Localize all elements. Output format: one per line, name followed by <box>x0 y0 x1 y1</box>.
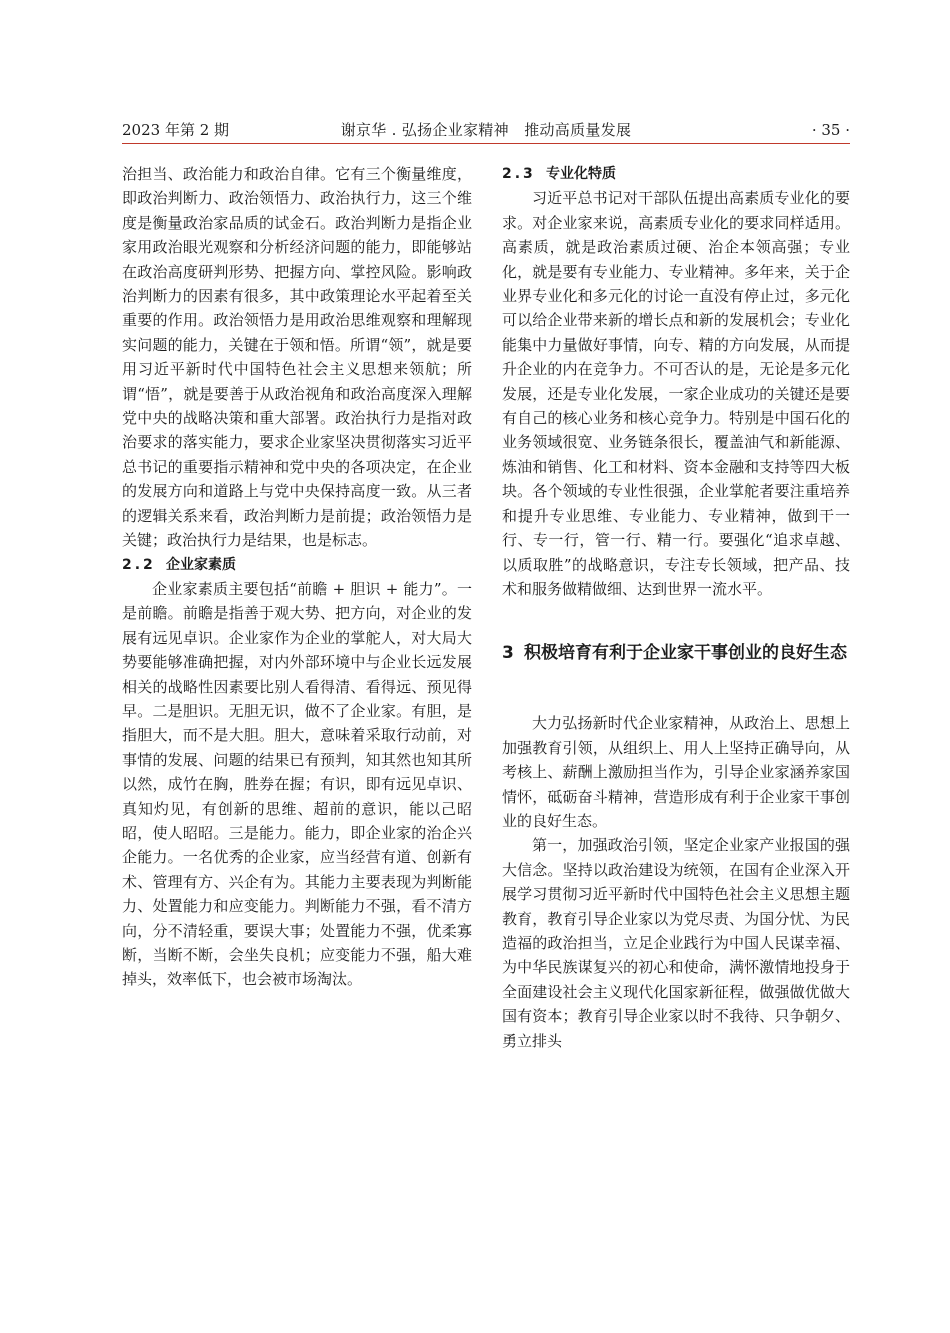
section-number: 2.2 <box>122 556 156 573</box>
section-heading-2-3 <box>502 162 850 186</box>
paragraph: 习近平总书记对干部队伍提出高素质专业化的要求。对企业家来说，高素质专业化的要求同样适用。高素质，就是政治素质过硬、治企本领高强；专业化，就是要有专业能力、专业精神。多年来，关于企业界专业化和多元化的讨论一直没有停止过，多元化可以给企业带来新的增长点和新的发展机会；专业化能集中力量做好事情，向专、精的方向发展，从而提升企业的内在竞争力。不可否认的是，无论是多元化发展，还是专业化发展，一家企业成功的关键还是要有自己的核心业务和核心竞争力。特别是中国石化的业务领域很宽、业务链条很长，覆盖油气和新能源、炼油和销售、化工和材料、资本金融和支持等四大板块。各个领域的专业性很强，企业掌舵者要注重培养和提升专业思维、专业能力、专业精神，做到干一行、专一行，管一行、精一行。要强化“追求卓越、以质取胜”的战略意识，专注专长领域，把产品、技术和服务做精做细、达到世界一流水平。 <box>502 189 850 598</box>
journal-issue: 2023 年第 2 期 <box>122 121 230 139</box>
header-rule <box>122 143 850 144</box>
running-title: 谢京华 . 弘扬企业家精神 推动高质量发展 <box>340 121 632 139</box>
section-title: 专业化特质 <box>546 166 616 182</box>
running-header <box>122 120 850 144</box>
section-title: 积极培育有利于企业家干事创业的良好生态 <box>524 643 847 664</box>
section-number: 3 <box>502 643 514 664</box>
section-heading-3 <box>502 639 850 667</box>
section-heading-2-2 <box>122 553 472 577</box>
paragraph: 企业家素质主要包括“前瞻 + 胆识 + 能力”。一是前瞻。前瞻是指善于观大势、把方向，对企业的发展有远见卓识。企业家作为企业的掌舵人，对大局大势要能够准确把握，对内外部环境中与企业长远发展相关的战略性因素要比别人看得清、看得远、预见得早。二是胆识。无胆无识，做不了企业家。有胆，是指胆大，而不是大胆。胆大，意味着采取行动前，对事情的发展、问题的结果已有预判，知其然也知其所以然，成竹在胸，胜券在握；有识，即有远见卓识、真知灼见，有创新的思维、超前的意识，能以己昭昭，使人昭昭。三是能力。能力，即企业家的治企兴企能力。一名优秀的企业家，应当经营有道、创新有术、管理有方、兴企有为。其能力主要表现为判断能力、处置能力和应变能力。判断能力不强，看不清方向，分不清轻重，要误大事；处置能力不强，优柔寡断，当断不断，会坐失良机；应变能力不强，船大难掉头，效率低下，也会被市场淘汰。 <box>122 579 472 989</box>
paragraph: 第一，加强政治引领，坚定企业家产业报国的强大信念。坚持以政治建设为统领，在国有企业深入开展学习贯彻习近平新时代中国特色社会主义思想主题教育，教育引导企业家以为党尽责、为国分忧、为民造福的政治担当，立足企业践行为中国人民谋幸福、为中华民族谋复兴的初心和使命，满怀激情地投身于全面建设社会主义现代化国家新征程，做强做优做大国有资本；教育引导企业家以时不我待、只争朝夕、勇立排头 <box>502 836 850 1050</box>
paragraph: 大力弘扬新时代企业家精神，从政治上、思想上加强教育引领，从组织上、用人上坚持正确导向，从考核上、薪酬上激励担当作为，引导企业家涵养家国情怀，砥砺奋斗精神，营造形成有利于企业家干事创业的良好生态。 <box>502 714 850 830</box>
right-column <box>502 162 850 1053</box>
left-column <box>122 162 472 992</box>
paragraph-continued: 治担当、政治能力和政治自律。它有三个衡量维度，即政治判断力、政治领悟力、政治执行力，这三个维度是衡量政治家品质的试金石。政治判断力是指企业家用政治眼光观察和分析经济问题的能力，即能够站在政治高度研判形势、把握方向、掌控风险。影响政治判断力的因素有很多，其中政策理论水平起着至关重要的作用。政治领悟力是用政治思维观察和理解现实问题的能力，关键在于领和悟。所谓“领”，就是要用习近平新时代中国特色社会主义思想来领航；所谓“悟”，就是要善于从政治视角和政治高度深入理解党中央的战略决策和重大部署。政治执行力是指对政治要求的落实能力，要求企业家坚决贯彻落实习近平总书记的重要指示精神和党中央的各项决定，在企业的发展方向和道路上与党中央保持高度一致。从三者的逻辑关系来看，政治判断力是前提；政治领悟力是关键；政治执行力是结果，也是标志。 <box>122 165 472 550</box>
section-number: 2.3 <box>502 166 536 182</box>
spacer <box>502 601 850 639</box>
spacer <box>502 667 850 711</box>
page-number: · 35 · <box>811 121 850 139</box>
section-title: 企业家素质 <box>166 556 236 573</box>
